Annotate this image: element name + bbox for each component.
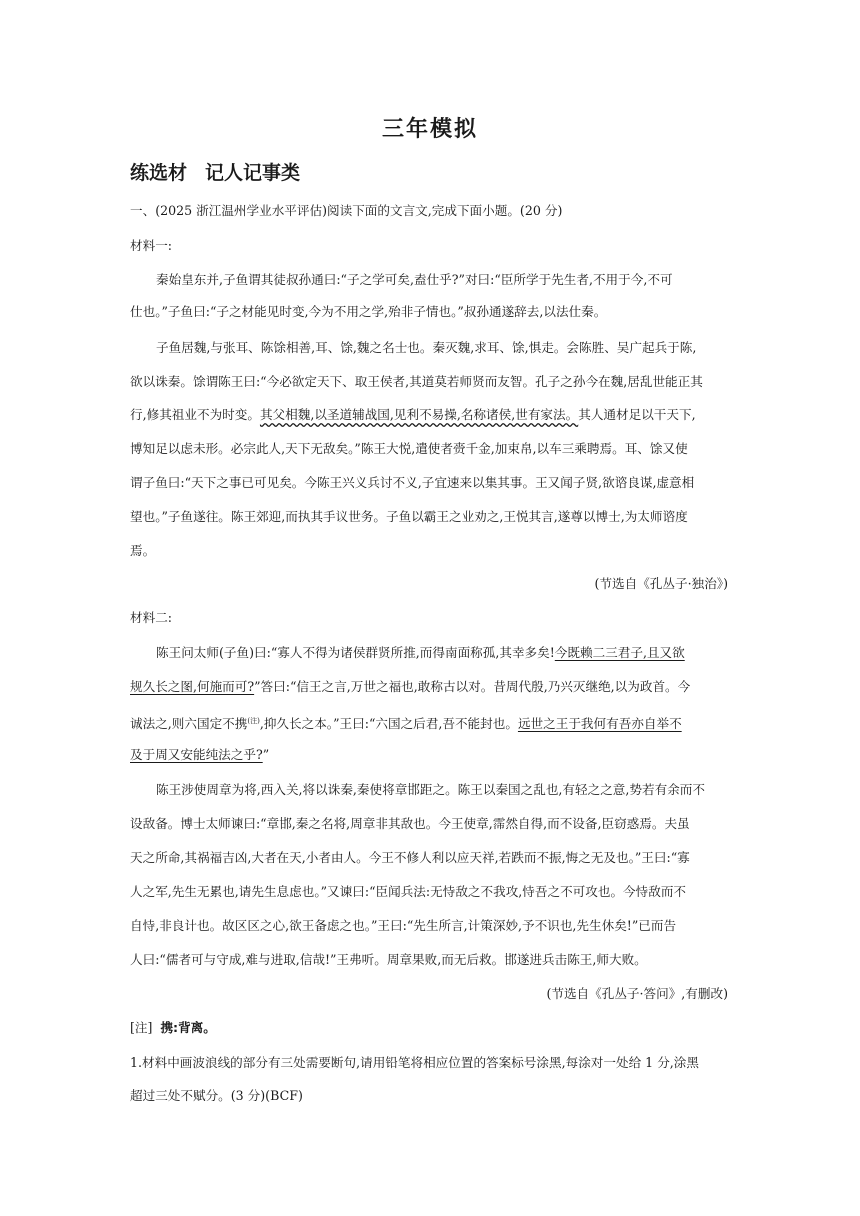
material2-label: 材料二: — [130, 610, 173, 625]
underlined-passage: 规久长之图,何施而可? — [130, 679, 255, 694]
underlined-passage: 远世之王于我何有吾亦自举不 — [517, 716, 682, 732]
material1-line: 欲以诛秦。馀谓陈王曰:“今必欲定天下、取王侯者,其道莫若师贤而友智。孔子之孙今在魏,居乱世能正其 — [130, 374, 703, 389]
question-intro: 一、(2025 浙江温州学业水平评估)阅读下面的文言文,完成下面小题。(20 分) — [130, 203, 563, 218]
material1-label: 材料一: — [130, 238, 173, 253]
material1-line: 望也。”子鱼遂往。陈王郊迎,而执其手议世务。子鱼以霸王之业劝之,王悦其言,遂尊以博士,为太师谘度 — [130, 509, 688, 524]
material2-line: 天之所命,其祸福吉凶,大者在天,小者由人。今王不修人利以应天祥,若跌而不振,悔之无及也。”王曰:“寡 — [130, 850, 690, 865]
material1-line-text: 其人通材足以干天下, — [578, 407, 696, 422]
material2-line — [130, 746, 269, 764]
material2-line: 人曰:“儒者可与守成,难与进取,信哉!”王弗听。周章果败,而无后救。邯遂进兵击陈王,师大败。 — [130, 952, 647, 967]
section-heading-part1: 练选材 — [130, 162, 188, 184]
underlined-passage: 今既赖二三君子,且又欲 — [554, 645, 685, 660]
section-heading — [130, 158, 300, 185]
material2-line-text: ,抑久长之本。”王曰:“六国之后君,吾不能封也。 — [259, 716, 518, 732]
underlined-passage: 及于周又安能纯法之乎? — [130, 747, 263, 762]
material2-line-text: ” — [262, 747, 270, 762]
footnote-marker: (注) — [247, 717, 260, 725]
material2-line-text: ”答曰:“信王之言,万世之福也,敢称古以对。昔周代殷,乃兴灭继绝,以为政首。今 — [254, 679, 691, 694]
material2-line-text: 诚法之,则六国定不携 — [130, 716, 248, 732]
section-heading-part2: 记人记事类 — [205, 162, 301, 184]
footnote-label: [注] — [130, 1020, 153, 1035]
page-title: 三年模拟 — [381, 117, 478, 142]
wavy-underlined-passage: 其父相魏,以圣道辅战国,见利不易操,名称诸侯,世有家法。 — [259, 407, 579, 422]
material2-line — [156, 644, 685, 662]
material1-line: 博知足以虑未形。必宗此人,天下无敌矣。”陈王大悦,遣使者赍千金,加束帛,以车三乘聘焉。耳、馀又使 — [130, 441, 688, 456]
material2-line: 陈王涉使周章为将,西入关,将以诛秦,秦使将章邯距之。陈王以秦国之乱也,有轻之之意,势若有余而不 — [156, 782, 705, 797]
material2-source: (节选自《孔丛子·答问》,有删改) — [546, 986, 728, 1001]
material1-line — [130, 406, 696, 424]
question1-line: 超过三处不赋分。(3 分)(BCF) — [130, 1088, 303, 1103]
material1-line: 谓子鱼曰:“天下之事已可见矣。今陈王兴义兵讨不义,子宜速来以集其事。王又闻子贤,欲谘良谋,虚意相 — [130, 475, 695, 490]
material2-line-text: 陈王问太师(子鱼)曰:“寡人不得为诸侯群贤所推,而得南面称孤,其幸多矣! — [156, 645, 555, 660]
material1-line: 子鱼居魏,与张耳、陈馀相善,耳、馀,魏之名士也。秦灭魏,求耳、馀,惧走。会陈胜、吴广起兵于陈, — [156, 340, 697, 355]
material2-line: 人之军,先生无累也,请先生息虑也。”又谏曰:“臣闻兵法:无恃敌之不我攻,恃吾之不可攻也。今恃敌而不 — [130, 884, 687, 899]
footnote-text: 携:背离。 — [160, 1020, 216, 1035]
material2-line — [130, 678, 690, 696]
material2-line — [130, 712, 682, 733]
material1-source: (节选自《孔丛子·独治》) — [594, 576, 728, 591]
material1-line: 仕也。”子鱼曰:“子之材能见时变,今为不用之学,殆非子情也。”叔孙通遂辞去,以法仕秦。 — [130, 304, 607, 319]
question1-line: 1.材料中画波浪线的部分有三处需要断句,请用铅笔将相应位置的答案标号涂黑,每涂对一处给 1 分,涂黑 — [130, 1055, 699, 1070]
footnote — [130, 1019, 216, 1037]
material2-line: 设敌备。博士太师谏曰:“章邯,秦之名将,周章非其敌也。今王使章,霈然自得,而不设备,臣窃惑焉。夫虽 — [130, 816, 690, 831]
material1-line-text: 行,修其祖业不为时变。 — [130, 407, 260, 422]
material1-line: 秦始皇东并,子鱼谓其徒叔孙通曰:“子之学可矣,盍仕乎?”对曰:“臣所学于先生者,不用于今,不可 — [156, 272, 673, 287]
material1-line: 焉。 — [130, 543, 156, 558]
material2-line: 自恃,非良计也。故区区之心,欲王备虑之也。”王曰:“先生所言,计策深妙,予不识也,先生休矣!”已而告 — [130, 918, 677, 933]
